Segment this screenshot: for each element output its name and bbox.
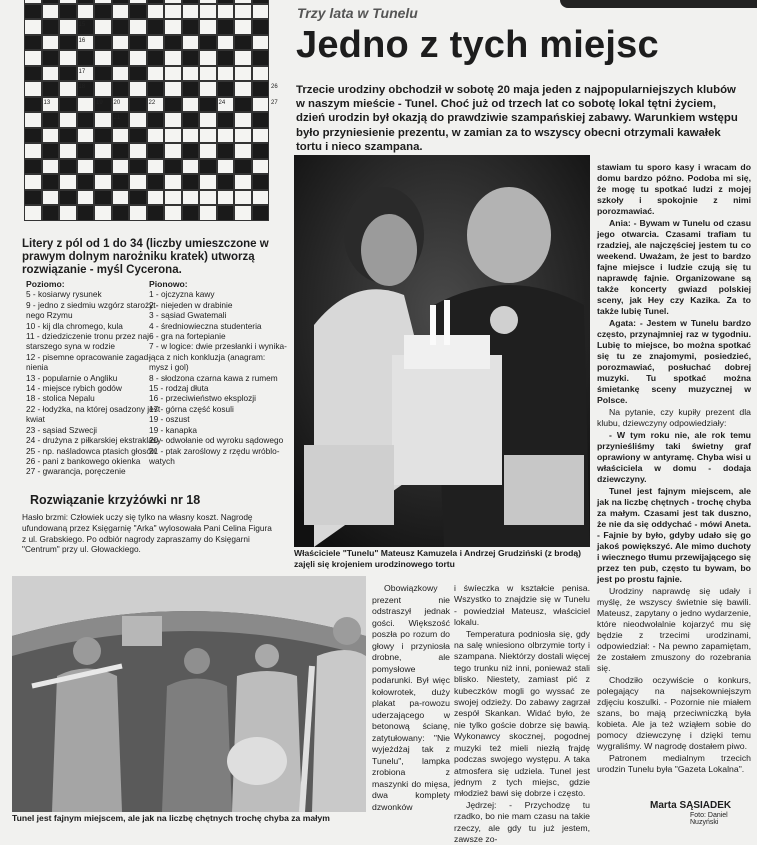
- clue-item: 9 - jedno z siedmiu wzgórz starożyt-: [26, 299, 159, 310]
- clue-item: 11 - dziedziczenie tronu przez naj-: [26, 331, 152, 342]
- crossword-cell: [129, 4, 147, 20]
- crossword-cell: [252, 50, 270, 66]
- crossword-cell: [129, 50, 147, 66]
- crossword-cell: [147, 190, 165, 206]
- crossword-cell: [77, 205, 95, 221]
- crossword-cell: [147, 4, 165, 20]
- clue-item: 13 - popularnie o Angliku: [26, 372, 118, 383]
- crossword-cell: [217, 112, 235, 128]
- crossword-cell: [182, 174, 200, 190]
- crossword-cell: [234, 190, 252, 206]
- crossword-cell: [182, 97, 200, 113]
- article-lead: Trzecie urodziny obchodził w sobotę 20 maja jeden z najpopularniejszych klubów w naszym mieście - Tunel. Choć już od trzech lat co sobotę lokal tętni życiem, dzień urodzin był okazją do prawdziwie szampańskiej zabawy. Warunkiem wstępu było przyniesienie prezentu, w zamian za to wszyscy obecni otrzymali kawałek tortu i nieco szampana.: [296, 84, 738, 153]
- crossword-cell: [94, 4, 112, 20]
- crossword-instruction: Litery z pól od 1 do 34 (liczby umieszczone w prawym dolnym narożniku kratek) utworzą rozwiązanie - myśl Cycerona.: [22, 238, 269, 276]
- crossword-cell: [217, 81, 235, 97]
- crossword-cell: [112, 205, 130, 221]
- crossword-cell: [24, 159, 42, 175]
- clue-item: 5 - kosiarwy rysunek: [26, 289, 102, 300]
- clue-item: starszego syna w rodzie: [26, 341, 116, 352]
- crossword-number: 16: [78, 37, 86, 44]
- clue-item: 16 - przeciwieństwo eksplozji: [149, 393, 256, 404]
- crossword-cell: [77, 97, 95, 113]
- crossword-cell: [24, 66, 42, 82]
- crossword-cell: [164, 205, 182, 221]
- crossword-cell: [234, 159, 252, 175]
- crossword-number: 17: [78, 68, 86, 75]
- author: Marta SĄSIADEK: [650, 800, 732, 811]
- crossword-cell: [42, 50, 60, 66]
- crossword-cell: [182, 19, 200, 35]
- crossword-cell: [199, 19, 217, 35]
- article-title: Jedno z tych miejsc: [296, 24, 659, 66]
- crossword-cell: [199, 205, 217, 221]
- clue-item: 12 - pisemne opracowanie zagad-: [26, 351, 151, 362]
- crossword-cell: [252, 97, 270, 113]
- photo-band: [12, 576, 366, 812]
- crossword-cell: [24, 143, 42, 159]
- crossword-cell: [42, 190, 60, 206]
- crossword-cell: [199, 143, 217, 159]
- crossword-cell: [59, 97, 77, 113]
- crossword-cell: [77, 112, 95, 128]
- crossword-cell: [164, 128, 182, 144]
- crossword-cell: [59, 4, 77, 20]
- right-column-paragraph: stawiam tu sporo kasy i wracam do domu bardzo późno. Podoba mi się, że mogę tu spotkać ludzi z mojej szkoły i spokojnie z nimi porozmawiać.: [597, 162, 751, 216]
- crossword-cell: [112, 128, 130, 144]
- crossword-cell: [59, 81, 77, 97]
- photo1-caption: Właściciele "Tunelu" Mateusz Kamuzela i Andrzej Grudziński (z brodą) zajęli się krojeniem urodzinowego tortu: [294, 548, 582, 569]
- crossword-cell: [77, 143, 95, 159]
- crossword-cell: [94, 112, 112, 128]
- crossword-cell: [217, 4, 235, 20]
- right-column-paragraph: Patronem medialnym trzecich urodzin Tunelu była "Gazeta Lokalna".: [597, 753, 751, 774]
- article-kicker: Trzy lata w Tunelu: [297, 5, 418, 21]
- crossword-cell: [147, 159, 165, 175]
- crossword-cell: [112, 174, 130, 190]
- clue-item: 25 - np. naśladowca ptasich głosów: [26, 445, 157, 456]
- crossword-cell: [129, 81, 147, 97]
- clue-item: 3 - sąsiad Gwatemali: [149, 310, 227, 321]
- crossword-cell: [129, 112, 147, 128]
- crossword-cell: [234, 112, 252, 128]
- crossword-cell: [252, 143, 270, 159]
- clue-item: 18 - stolica Nepalu: [26, 393, 95, 404]
- crossword-cell: [112, 66, 130, 82]
- crossword-cell: [252, 205, 270, 221]
- crossword-cell: [199, 112, 217, 128]
- crossword-grid: [22, 0, 276, 230]
- clue-item: 21 - ptak zaroślowy z rzędu wróblo-: [149, 445, 280, 456]
- crossword-cell: [164, 190, 182, 206]
- crossword-cell: [112, 35, 130, 51]
- crossword-cell: [59, 143, 77, 159]
- crossword-cell: [234, 143, 252, 159]
- crossword-cell: [42, 205, 60, 221]
- crossword-cell: [77, 4, 95, 20]
- crossword-cell: [164, 143, 182, 159]
- clues-down: [149, 279, 287, 466]
- crossword-cell: [217, 66, 235, 82]
- crossword-number: 24: [218, 99, 226, 106]
- crossword-cell: [252, 128, 270, 144]
- clue-item: 8 - słodzona czarna kawa z rumem: [149, 372, 278, 383]
- crossword-cell: [164, 66, 182, 82]
- crossword-cell: [42, 128, 60, 144]
- crossword-cell: [147, 174, 165, 190]
- crossword-cell: [42, 19, 60, 35]
- crossword-cell: [217, 190, 235, 206]
- clue-item: 17 - górna część kosuli: [149, 403, 234, 414]
- crossword-cell: [217, 143, 235, 159]
- crossword-number: 26: [271, 84, 278, 90]
- clue-item: jąca z nich konkluzja (anagram:: [149, 351, 266, 362]
- photo-cake-cutting: [294, 155, 590, 547]
- crossword-cell: [234, 81, 252, 97]
- clue-item: 19 - oszust: [149, 414, 190, 425]
- top-bar: [560, 0, 757, 8]
- column2-paragraph: i śwíeczka w kształcie penisa. Wszystko to znajdzie się w Tunelu - powiedział Mateusz, właściciel lokalu.: [454, 583, 590, 628]
- crossword-cell: [217, 128, 235, 144]
- crossword-cell: [199, 81, 217, 97]
- crossword-cell: [182, 128, 200, 144]
- crossword-cell: [94, 128, 112, 144]
- crossword-cell: [24, 190, 42, 206]
- crossword-cell: [164, 159, 182, 175]
- crossword-cell: [217, 19, 235, 35]
- crossword-cell: [164, 81, 182, 97]
- crossword-cell: [129, 128, 147, 144]
- crossword-cell: [164, 50, 182, 66]
- crossword-cell: [182, 81, 200, 97]
- crossword-cell: [42, 4, 60, 20]
- crossword-cell: [252, 19, 270, 35]
- crossword-cell: [182, 4, 200, 20]
- clue-item: 22 - łodyżka, na której osadzony jest: [26, 403, 161, 414]
- crossword-number: 20: [113, 99, 121, 106]
- crossword-cell: [59, 159, 77, 175]
- crossword-number: 15: [78, 22, 86, 28]
- crossword-cell: [234, 205, 252, 221]
- crossword-cell: [217, 50, 235, 66]
- crossword-cell: [94, 19, 112, 35]
- crossword-cell: [59, 66, 77, 82]
- crossword-cell: [252, 174, 270, 190]
- clue-item: kwiat: [26, 414, 45, 425]
- clues-down-heading: Pionowo:: [149, 279, 188, 289]
- right-column-paragraph: Agata: - Jestem w Tunelu bardzo często, przynajmniej raz w tygodniu. Lubię to miejsce, bo można spotkać się tu ze znajomymi, posiedzieć, porozmawiać, posłuchać dobrej muzyki. Tu spotkać można śmietankę sceny muzycznej w Polsce.: [597, 318, 751, 405]
- crossword-cell: [199, 4, 217, 20]
- crossword-cell: [24, 50, 42, 66]
- right-column-paragraph: Na pytanie, czy kupiły prezent dla klubu, dziewczyny odpowiedziały:: [597, 407, 751, 428]
- crossword-cell: [164, 97, 182, 113]
- crossword-cell: [199, 97, 217, 113]
- clue-item: 20 - odwołanie od wyroku sądowego: [149, 435, 284, 446]
- crossword-cell: [182, 190, 200, 206]
- crossword-cell: [77, 174, 95, 190]
- crossword-cell: [182, 66, 200, 82]
- crossword-cell: [252, 81, 270, 97]
- clue-item: watych: [149, 455, 175, 466]
- crossword-cell: [164, 35, 182, 51]
- crossword-cell: [24, 174, 42, 190]
- article-column-1: [372, 583, 450, 813]
- solution-heading: Rozwiązanie krzyżówki nr 18: [30, 493, 201, 507]
- crossword-cell: [42, 112, 60, 128]
- crossword-cell: [94, 66, 112, 82]
- crossword-cell: [94, 190, 112, 206]
- crossword-cell: [94, 205, 112, 221]
- article-column-2: [454, 583, 590, 845]
- crossword-cell: [42, 143, 60, 159]
- crossword-cell: [234, 50, 252, 66]
- crossword-cell: [129, 159, 147, 175]
- crossword-cell: [252, 112, 270, 128]
- crossword-cell: [129, 205, 147, 221]
- crossword-cell: [94, 50, 112, 66]
- crossword-number: 13: [43, 99, 51, 106]
- crossword-number: 22: [148, 99, 156, 106]
- crossword-cell: [147, 19, 165, 35]
- crossword-cell: [252, 159, 270, 175]
- right-column-paragraph: Ania: - Bywam w Tunelu od czasu jego otwarcia. Czasami trafiam tu rzadziej, ale najczęściej jestem tu co weekend. Uważam, że jest to bardzo fajne miejsce i ludzie czują się tu naprawdę fajnie. Organizowane są także koncerty gwiazd polskiej sceny, jak Hey czy Kazika. Za to także lubię Tunel.: [597, 218, 751, 316]
- crossword-cell: [94, 35, 112, 51]
- clue-item: 15 - rodzaj dłuta: [149, 383, 209, 394]
- crossword-cell: [164, 19, 182, 35]
- crossword-cell: [199, 174, 217, 190]
- crossword-cell: [147, 81, 165, 97]
- crossword-cell: [129, 97, 147, 113]
- crossword-cell: [252, 66, 270, 82]
- crossword-cell: [182, 159, 200, 175]
- crossword-cell: [112, 50, 130, 66]
- crossword-cell: [129, 35, 147, 51]
- crossword-cell: [182, 143, 200, 159]
- crossword-cell: [147, 112, 165, 128]
- right-column-paragraph: - W tym roku nie, ale rok temu przynieśliśmy taki świetny graf oprawiony w antyramę. Chyba wisi u właściciela w domu - dodaja dziewczyny.: [597, 430, 751, 484]
- crossword-cell: [112, 81, 130, 97]
- crossword-cell: [147, 143, 165, 159]
- crossword-cell: [24, 128, 42, 144]
- crossword-cell: [182, 205, 200, 221]
- clue-item: 27 - gwarancja, poręczenie: [26, 466, 126, 477]
- crossword-cell: [129, 143, 147, 159]
- crossword-cell: [234, 4, 252, 20]
- solution-text: Hasło brzmi: Człowiek uczy się tylko na własny koszt. Nagrodę ufundowaną przez Księgarnię "Arka" wylosowała Pani Celina Figura z ul. Grabskiego. Po odbiór nagrody zapraszamy do Księgarni "Centrum" przy ul. Głowackiego.: [22, 512, 272, 555]
- clue-item: nienia: [26, 362, 49, 373]
- clue-item: 10 - kij dla chromego, kula: [26, 320, 123, 331]
- crossword-cell: [94, 159, 112, 175]
- crossword-cell: [252, 4, 270, 20]
- crossword-cell: [59, 35, 77, 51]
- right-column-paragraph: Tunel jest fajnym miejscem, ale jak na liczbę chętnych - trochę chyba za małym. Czasami jest tak duszno, że nie da się oddychać - mówi Aneta. - Fajnie by było, gdyby udało się go jakoś powiększyć. Ale mimo duchoty i wiecznego tłumu przewijającego się przez ten pub, często tu bywam, bo jest po prostu fajnie.: [597, 486, 751, 584]
- crossword-number: 19: [96, 99, 103, 106]
- crossword-cell: [199, 50, 217, 66]
- crossword-cell: [42, 159, 60, 175]
- crossword-cell: [59, 50, 77, 66]
- crossword-cell: [129, 174, 147, 190]
- photo2-caption: Tunel jest fajnym miejscem, ale jak na liczbę chętnych trochę chyba za małym: [12, 813, 330, 823]
- crossword-cell: [252, 35, 270, 51]
- crossword-cell: [129, 66, 147, 82]
- crossword-number: 27: [271, 99, 278, 106]
- crossword-cell: [112, 19, 130, 35]
- crossword-cell: [217, 159, 235, 175]
- crossword-cell: [59, 19, 77, 35]
- clue-item: 23 - sąsiad Szwecji: [26, 424, 98, 435]
- crossword-number: 18: [78, 84, 86, 90]
- crossword-cell: [217, 35, 235, 51]
- crossword-cell: [59, 112, 77, 128]
- crossword-cell: [199, 66, 217, 82]
- clue-item: 6 - gra na fortepianie: [149, 331, 226, 342]
- crossword-cell: [24, 35, 42, 51]
- crossword-cell: [164, 112, 182, 128]
- clue-item: 26 - pani z bankowego okienka: [26, 455, 141, 466]
- clue-item: 7 - w logice: dwie przesłanki i wynika-: [149, 341, 287, 352]
- crossword-cell: [199, 190, 217, 206]
- crossword-cell: [24, 97, 42, 113]
- crossword-cell: [112, 190, 130, 206]
- crossword-cell: [147, 205, 165, 221]
- crossword-cell: [182, 112, 200, 128]
- crossword-cell: [234, 128, 252, 144]
- crossword-cell: [147, 66, 165, 82]
- col1-paragraph: Obowiązkowy prezent nie odstraszył jednak gości. Większość poszła po rozum do głowy i przyniosła drobne, ale pomysłowe podarunki. Był więc kołowrotek, duży plakat pa-rowozu uderzającego w betonową ścianę, zatytułowany: "Nie wyjeżdżaj tak z Tunelu", lampka zrobiona z maszynki do mięsa, dwa komplety dzwonków: [372, 583, 450, 812]
- crossword-cell: [147, 128, 165, 144]
- crossword-cell: [24, 81, 42, 97]
- crossword-cell: [234, 35, 252, 51]
- crossword-cell: [77, 190, 95, 206]
- crossword-cell: [112, 159, 130, 175]
- crossword-cell: [94, 81, 112, 97]
- crossword-cell: [234, 19, 252, 35]
- clue-item: 4 - średniowieczna studenteria: [149, 320, 262, 331]
- clue-item: 19 - kanapka: [149, 424, 197, 435]
- crossword-cell: [42, 174, 60, 190]
- crossword-cell: [112, 143, 130, 159]
- crossword-cell: [59, 128, 77, 144]
- right-column-paragraph: Chodziło oczywiście o konkurs, polegający na najsekowniejszym zdjęciu koszulki. - Pozornie nie miałem szans, bo mają przeciwniczką była kobieta. Ale ja też wziąłem sobie do pomocy dziewczynę i dzięki temu wygraliśmy. W nagrodę dostałem piwo.: [597, 675, 751, 751]
- crossword-cell: [129, 19, 147, 35]
- clue-item: 14 - miejsce rybich godów: [26, 383, 122, 394]
- crossword-cell: [59, 190, 77, 206]
- clue-item: 24 - drużyna z piłkarskiej ekstraklasy: [26, 435, 162, 446]
- crossword-cell: [94, 143, 112, 159]
- crossword-cell: [199, 35, 217, 51]
- article-right-column: [597, 162, 751, 776]
- crossword-cell: [59, 205, 77, 221]
- crossword-cell: [234, 174, 252, 190]
- crossword-cell: [217, 205, 235, 221]
- column2-paragraph: Jędrzej: - Przychodzę tu rzadko, bo nie mam czasu na takie rzeczy, ale gdy tu już jestem, zawsze zo-: [454, 799, 590, 844]
- crossword-cell: [24, 205, 42, 221]
- crossword-cell: [164, 4, 182, 20]
- crossword-cell: [94, 174, 112, 190]
- crossword-cell: [217, 174, 235, 190]
- column2-paragraph: Temperatura podniosła się, gdy na salę wniesiono olbrzymie torty i szampana. Niektórzy dostali więcej tego trunku niż inni, ponieważ stali blisko. Niestety, zamiast pić z kubeczków mogli go wyssać ze swojej odzieży. Do zabawy zagrzał zespół Skankan. Widać było, że nie tylko goście dobrze się bawią. Wykonawcy skocznej, pogodnej muzyki też mieli niezłą frajdę podczas swojego występu. A taka atmosfera się udziela. Tunel jest jednym z tych miejsc, gdzie młodzież bawi się dobrze i często.: [454, 628, 590, 799]
- crossword-cell: [77, 50, 95, 66]
- crossword-cell: [234, 66, 252, 82]
- crossword-cell: [24, 19, 42, 35]
- crossword-cell: [252, 190, 270, 206]
- crossword-cell: [59, 174, 77, 190]
- crossword-cell: [42, 81, 60, 97]
- right-column-paragraph: Urodziny naprawdę się udały i myślę, że wszyscy świetnie się bawili. Mateusz, zapytany o jedno wydarzenie, które nieodwołalnie kojarzyć mu się będzie z trzecimi urodzinami, odpowiedział: - Na pewno zapamiętam, że zostałem zmuszony do rozebrania się.: [597, 586, 751, 673]
- crossword-cell: [42, 35, 60, 51]
- crossword-cell: [199, 159, 217, 175]
- clue-item: 2 - niejeden w drabinie: [149, 299, 233, 310]
- crossword-cell: [164, 174, 182, 190]
- crossword-cell: [42, 66, 60, 82]
- crossword-cell: [77, 128, 95, 144]
- crossword-cell: [199, 128, 217, 144]
- clues-across-heading: Poziomo:: [26, 279, 65, 289]
- clue-item: mysz i gol): [149, 362, 189, 373]
- photo-credit: Foto: Daniel Nuzyński: [690, 812, 728, 826]
- crossword-cell: [77, 159, 95, 175]
- crossword-cell: [182, 35, 200, 51]
- crossword-cell: [147, 35, 165, 51]
- crossword-cell: [234, 97, 252, 113]
- crossword-cell: [112, 4, 130, 20]
- crossword-cell: [129, 190, 147, 206]
- clue-item: nego Rzymu: [26, 310, 73, 321]
- crossword-cell: [147, 50, 165, 66]
- clue-item: 1 - ojczyzna kawy: [149, 289, 215, 300]
- crossword-cell: [24, 4, 42, 20]
- crossword-cell: [182, 50, 200, 66]
- crossword-cell: [24, 112, 42, 128]
- crossword-number: 21: [113, 115, 121, 121]
